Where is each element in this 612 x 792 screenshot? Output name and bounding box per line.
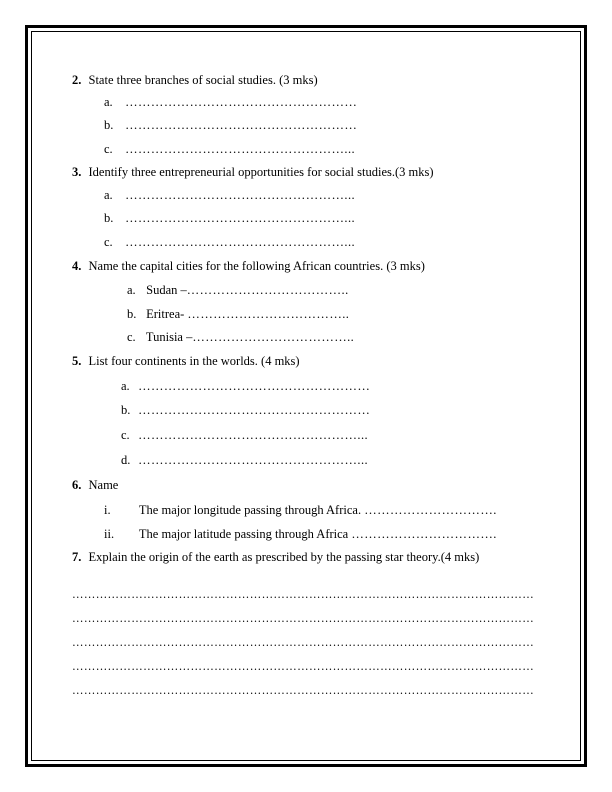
- answer-dots: ………………………………..: [192, 330, 355, 344]
- answer-line[interactable]: ………………………………………………………………………………………………………: [72, 587, 535, 601]
- answer-line[interactable]: [104, 187, 355, 203]
- question-5: [72, 353, 300, 369]
- answer-label: a.: [127, 283, 136, 297]
- question-text: Name the capital cities for the following African countries. (3 mks): [88, 259, 425, 273]
- answer-label: c.: [127, 330, 136, 344]
- answer-label: b.: [104, 211, 114, 225]
- answer-line[interactable]: [104, 502, 497, 518]
- answer-dots: ……………………………………………...: [125, 142, 355, 156]
- answer-line[interactable]: ………………………………………………………………………………………………………: [72, 635, 535, 649]
- question-number: 3.: [72, 165, 82, 179]
- question-text: Identify three entrepreneurial opportunities for social studies.(3 mks): [88, 165, 434, 179]
- answer-dots: ……………………………………………...: [125, 188, 355, 202]
- answer-line[interactable]: ………………………………………………………………………………………………………: [72, 683, 535, 697]
- answer-line[interactable]: ………………………………………………………………………………………………………: [72, 611, 535, 625]
- answer-line[interactable]: [104, 141, 355, 157]
- answer-label: a.: [104, 188, 113, 202]
- country-name: Tunisia –: [145, 330, 193, 344]
- answer-dots: ………………………………………………: [125, 118, 358, 132]
- answer-dots: ………………………………………………: [138, 379, 371, 393]
- question-6: [72, 477, 118, 493]
- answer-label: i.: [104, 503, 111, 517]
- answer-line[interactable]: [104, 210, 355, 226]
- answer-dots: ……………………………………………...: [138, 428, 368, 442]
- question-number: 2.: [72, 73, 82, 87]
- answer-dots: ………………………………..: [187, 307, 350, 321]
- answer-dots: ……………………………………………...: [125, 211, 355, 225]
- answer-line[interactable]: [104, 234, 355, 250]
- answer-line[interactable]: [104, 117, 357, 133]
- question-3: [72, 164, 434, 180]
- answer-dots: …………………………….: [351, 527, 497, 541]
- answer-label: b.: [127, 307, 137, 321]
- answer-dots: ………………………………..: [186, 283, 349, 297]
- answer-label: c.: [104, 235, 113, 249]
- answer-line[interactable]: [121, 452, 368, 468]
- answer-label: c.: [121, 428, 130, 442]
- question-number: 7.: [72, 550, 82, 564]
- answer-line[interactable]: [127, 306, 349, 322]
- answer-line[interactable]: [121, 402, 370, 418]
- answer-label: a.: [104, 95, 113, 109]
- answer-line[interactable]: [127, 282, 349, 298]
- answer-dots: ………………………………………………: [138, 403, 371, 417]
- answer-line[interactable]: [121, 427, 368, 443]
- question-number: 5.: [72, 354, 82, 368]
- answer-line[interactable]: [104, 94, 357, 110]
- country-name: Sudan –: [146, 283, 187, 297]
- question-text: Name: [88, 478, 119, 492]
- answer-dots: ………………………….: [364, 503, 497, 517]
- answer-label: a.: [121, 379, 130, 393]
- answer-label: d.: [121, 453, 131, 467]
- question-text: State three branches of social studies. (3 mks): [88, 73, 318, 87]
- prompt-text: The major latitude passing through Africa: [138, 527, 352, 541]
- question-2: [72, 72, 318, 88]
- question-text: Explain the origin of the earth as prescribed by the passing star theory.(4 mks): [88, 550, 480, 564]
- prompt-text: The major longitude passing through Africa.: [138, 503, 365, 517]
- answer-line[interactable]: [104, 526, 497, 542]
- answer-label: b.: [121, 403, 131, 417]
- answer-line[interactable]: [127, 329, 354, 345]
- answer-label: ii.: [104, 527, 115, 541]
- question-number: 4.: [72, 259, 82, 273]
- answer-label: c.: [104, 142, 113, 156]
- answer-dots: ……………………………………………...: [138, 453, 368, 467]
- answer-dots: ………………………………………………: [125, 95, 358, 109]
- question-text: List four continents in the worlds. (4 mks): [88, 354, 300, 368]
- country-name: Eritrea-: [146, 307, 188, 321]
- answer-label: b.: [104, 118, 114, 132]
- question-number: 6.: [72, 478, 82, 492]
- question-4: [72, 258, 425, 274]
- question-7: [72, 549, 479, 565]
- answer-dots: ……………………………………………...: [125, 235, 355, 249]
- answer-line[interactable]: [121, 378, 370, 394]
- answer-line[interactable]: ………………………………………………………………………………………………………: [72, 659, 535, 673]
